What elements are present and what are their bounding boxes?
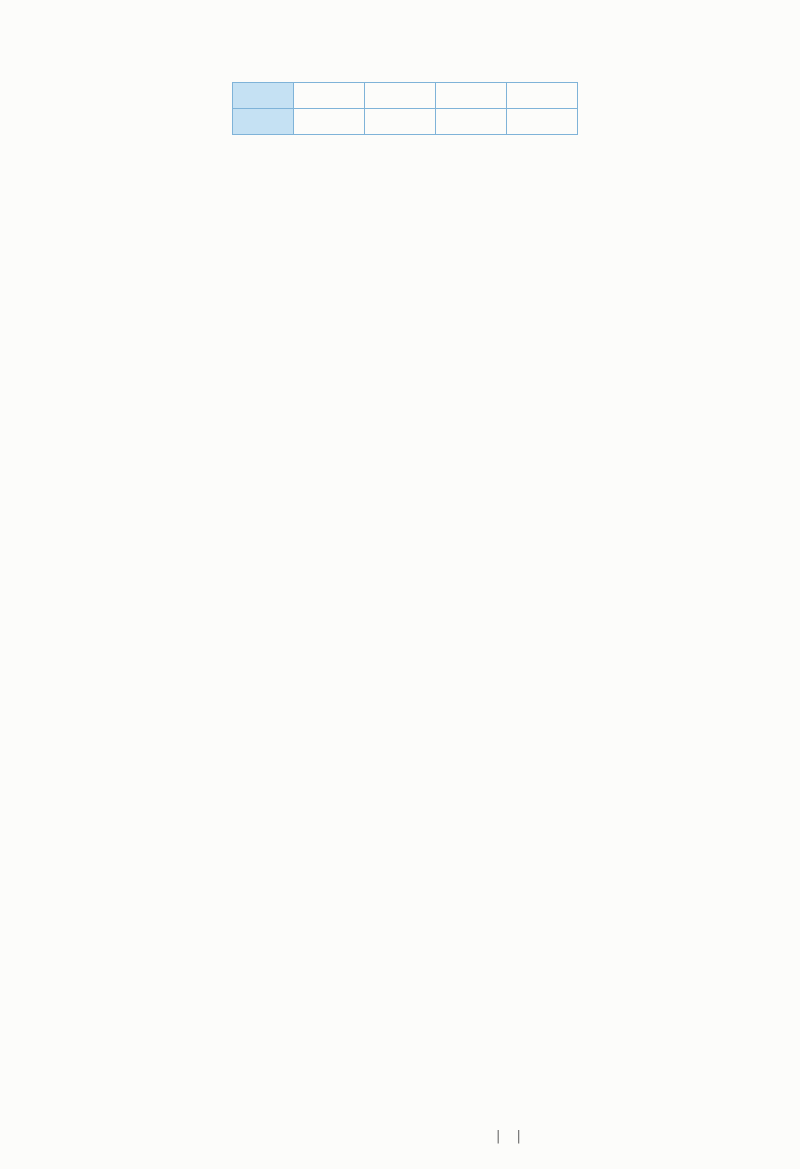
statistics-table-wrapper <box>232 82 720 135</box>
page-footer <box>490 1129 533 1144</box>
table-empty-cell <box>507 109 578 135</box>
table-place-cell <box>365 83 436 109</box>
table-empty-cell <box>365 109 436 135</box>
footer-divider: | <box>516 1129 521 1144</box>
table-row-label <box>233 109 294 135</box>
table-place-cell <box>507 83 578 109</box>
table-place-cell <box>294 83 365 109</box>
footer-divider: | <box>496 1129 501 1144</box>
page-content <box>84 76 720 149</box>
table-place-cell <box>436 83 507 109</box>
table-header-label <box>233 83 294 109</box>
table-empty-cell <box>294 109 365 135</box>
table-count-row <box>233 109 578 135</box>
table-header-row <box>233 83 578 109</box>
table-empty-cell <box>436 109 507 135</box>
statistics-table <box>232 82 578 135</box>
